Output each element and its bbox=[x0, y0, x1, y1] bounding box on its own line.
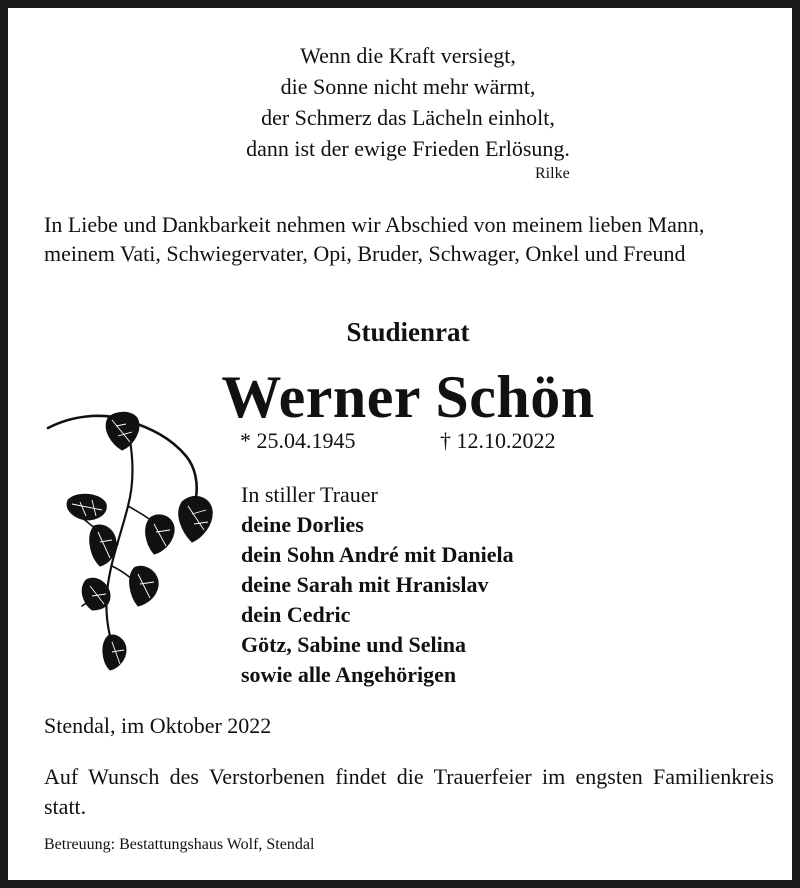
mourners-heading: In stiller Trauer bbox=[241, 482, 378, 507]
mourner-name: dein Cedric bbox=[241, 602, 351, 627]
poem-line: dann ist der ewige Frieden Erlösung. bbox=[246, 136, 570, 161]
deceased-name: Werner Schön bbox=[221, 364, 595, 430]
deceased-title: Studienrat bbox=[346, 317, 470, 347]
poem-line: die Sonne nicht mehr wärmt, bbox=[280, 74, 536, 99]
birth-date: * 25.04.1945 bbox=[240, 428, 356, 453]
poem-author: Rilke bbox=[535, 165, 570, 182]
intro-text: In Liebe und Dankbarkeit nehmen wir Abschied von meinem lieben Mann, meinem Vati, Schwiegervater, Opi, Bruder, Schwager, Onkel und Freund bbox=[44, 212, 705, 266]
mourner-name: Götz, Sabine und Selina bbox=[241, 632, 466, 657]
funeral-service-credit: Betreuung: Bestattungshaus Wolf, Stendal bbox=[44, 836, 315, 853]
mourner-name: dein Sohn André mit Daniela bbox=[241, 542, 514, 567]
poem-line: Wenn die Kraft versiegt, bbox=[300, 43, 516, 68]
mourners-list bbox=[241, 480, 514, 690]
mourner-name: deine Sarah mit Hranislav bbox=[241, 572, 489, 597]
mourner-name: sowie alle Angehörigen bbox=[241, 662, 457, 687]
poem bbox=[8, 40, 800, 164]
funeral-note: Auf Wunsch des Verstorbenen findet die Trauerfeier im engsten Familienkreis statt. bbox=[44, 764, 774, 819]
birch-branch-icon bbox=[46, 406, 226, 678]
death-date: † 12.10.2022 bbox=[440, 428, 556, 453]
poem-line: der Schmerz das Lächeln einholt, bbox=[261, 105, 555, 130]
mourner-name: deine Dorlies bbox=[241, 512, 364, 537]
place-date: Stendal, im Oktober 2022 bbox=[44, 713, 272, 738]
